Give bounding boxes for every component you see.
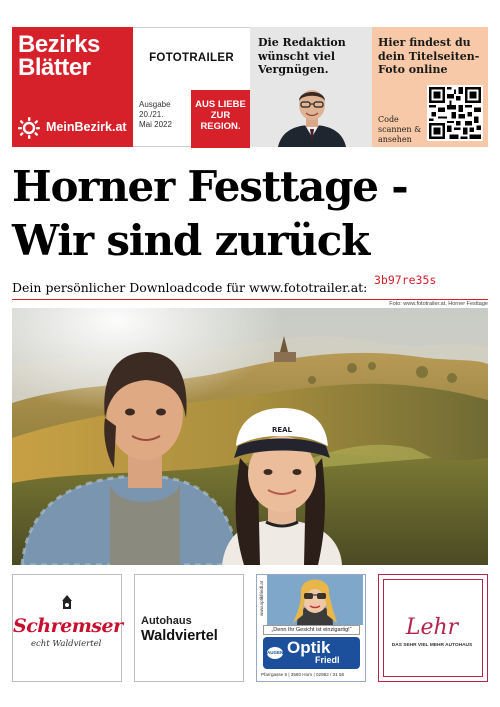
headline-line-2: Wir sind zurück [12, 216, 369, 265]
optik-eye-badge: AUGEN [267, 647, 283, 659]
issue-info [139, 100, 191, 130]
headline [12, 160, 488, 268]
cover-photo-block[interactable] [372, 27, 488, 147]
sun-icon [18, 117, 40, 139]
lehr-logo-text: Lehr [405, 615, 459, 640]
schremser-tagline: echt Waldviertel [31, 639, 102, 649]
issue-line-2: 20./21. [139, 110, 164, 119]
optik-website: www.optikfriedl.at [259, 581, 264, 617]
brand-name [18, 33, 100, 79]
autohaus-line-2: Waldviertel [141, 628, 218, 644]
photo-illustration [12, 308, 488, 565]
brand-line-2: Blätter [18, 54, 91, 81]
product-block [133, 27, 250, 147]
headline-line-1: Horner Festtage - [12, 162, 408, 211]
optik-word: Optik [287, 638, 331, 657]
scan-hint: Code scannen & ansehen [378, 115, 422, 144]
optik-claim: „Denn Ihr Gesicht ist einzigartig!“ [263, 625, 360, 635]
photo-credit: Foto: www.fototrailer.at, Horner Festtage [389, 301, 488, 307]
ad-autohaus-waldviertel[interactable] [134, 574, 244, 682]
download-label: Dein persönlicher Downloadcode für www.fototrailer.at: [12, 280, 368, 295]
svg-text:REAL: REAL [271, 426, 293, 434]
cover-photo-hint: Hier findest du dein Titelseiten-Foto online [378, 36, 480, 76]
crest-icon [13, 575, 121, 615]
brand-url: MeinBezirk.at [46, 120, 127, 134]
cover-photo [12, 308, 488, 565]
lehr-tagline: DAS SEHR VIEL MEHR AUTOHAUS [391, 643, 473, 648]
ad-optik-friedl[interactable] [256, 574, 366, 682]
ad-lehr[interactable] [378, 574, 488, 682]
brand-block[interactable] [12, 27, 133, 147]
girl-figure [222, 408, 342, 565]
slogan-badge: AUS LIEBE ZUR REGION. [191, 90, 250, 148]
divider [12, 299, 488, 300]
optik-logo [263, 637, 360, 669]
optik-model-photo [257, 575, 365, 625]
issue-line-1: Ausgabe [139, 100, 171, 109]
issue-line-3: Mai 2022 [139, 120, 172, 129]
autohaus-line-1: Autohaus [141, 615, 192, 627]
editorial-greeting: Die Redaktion wünscht viel Vergnügen. [258, 36, 346, 76]
editorial-block [250, 27, 372, 147]
ad-schremser[interactable] [12, 574, 122, 682]
meinbezirk-logo[interactable] [18, 117, 128, 139]
optik-name: Friedl [315, 655, 340, 665]
product-name: FOTOTRAILER [149, 52, 234, 64]
qr-code-icon[interactable] [427, 85, 483, 141]
schremser-logo-text: Schremser [13, 615, 123, 637]
optik-address: Pfarrgasse 5 | 3580 Horn | 02982 / 31 56 [261, 672, 345, 677]
masthead [12, 27, 488, 147]
download-code[interactable]: 3b97re35s [374, 273, 437, 287]
editor-portrait [272, 85, 352, 147]
download-code-line [12, 273, 488, 300]
brand-line-1: Bezirks [18, 31, 100, 58]
